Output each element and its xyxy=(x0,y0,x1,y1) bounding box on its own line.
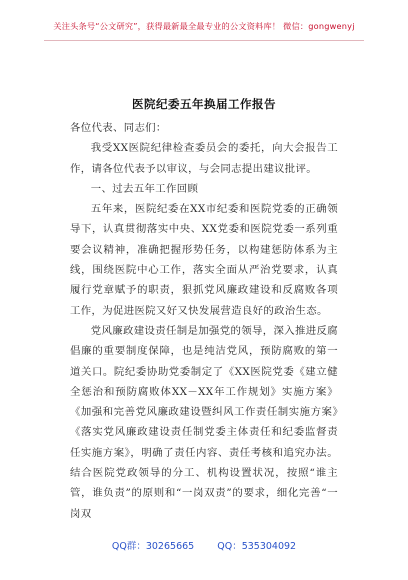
body-paragraph: 党风廉政建设责任制是加强党的领导，深入推进反腐倡廉的重要制度保障，也是纯洁党风，预防腐败的第一道关口。院纪委协助党委制定了《XX医院党委《建立健全惩治和预防腐败体XX－XX年工作规划》实施方案》《加强和完善党风廉政建设暨纠风工作责任制实施方案》《落实党风廉政建设责任制党委主体责任和纪委监督责任实施方案》，明确了责任内容、责任考核和追究办法。结合医院党政领导的分工、机构设置状况，按照“谁主管，谁负责”的原则和“一岗双责”的要求，细化完善“一岗双 xyxy=(70,324,338,520)
qq-contact-link[interactable]: QQ：535304092 xyxy=(217,541,297,552)
qq-group-link[interactable]: QQ群：30265665 xyxy=(111,541,195,552)
intro-paragraph: 我受XX医院纪律检查委员会的委托，向大会报告工作，请各位代表予以审议，与会同志提出建议批评。 xyxy=(70,142,338,175)
promo-banner: 关注头条号“公文研究”，获得最新最全最专业的公文资料库！ 微信：gongwenyj xyxy=(53,21,355,31)
footer-contact xyxy=(0,538,408,552)
salutation-paragraph: 各位代表、同志们： xyxy=(70,122,167,134)
body-paragraph: 五年来，医院纪委在XX市纪委和医院党委的正确领导下，认真贯彻落实中央、XX党委和医院党委一系列重要会议精神，准确把握形势任务，以构建惩防体系为主线，围绕医院中心工作，落实全面从严治党要求，认真履行党章赋予的职责，狠抓党风廉政建设和反腐败各项工作，为促进医院又好又快发展营造良好的政治生态。 xyxy=(70,203,338,317)
document-body xyxy=(70,115,338,524)
banner-divider xyxy=(44,40,364,41)
section-heading: 一、过去五年工作回顾 xyxy=(90,182,199,195)
document-title: 医院纪委五年换届工作报告 xyxy=(132,97,276,111)
